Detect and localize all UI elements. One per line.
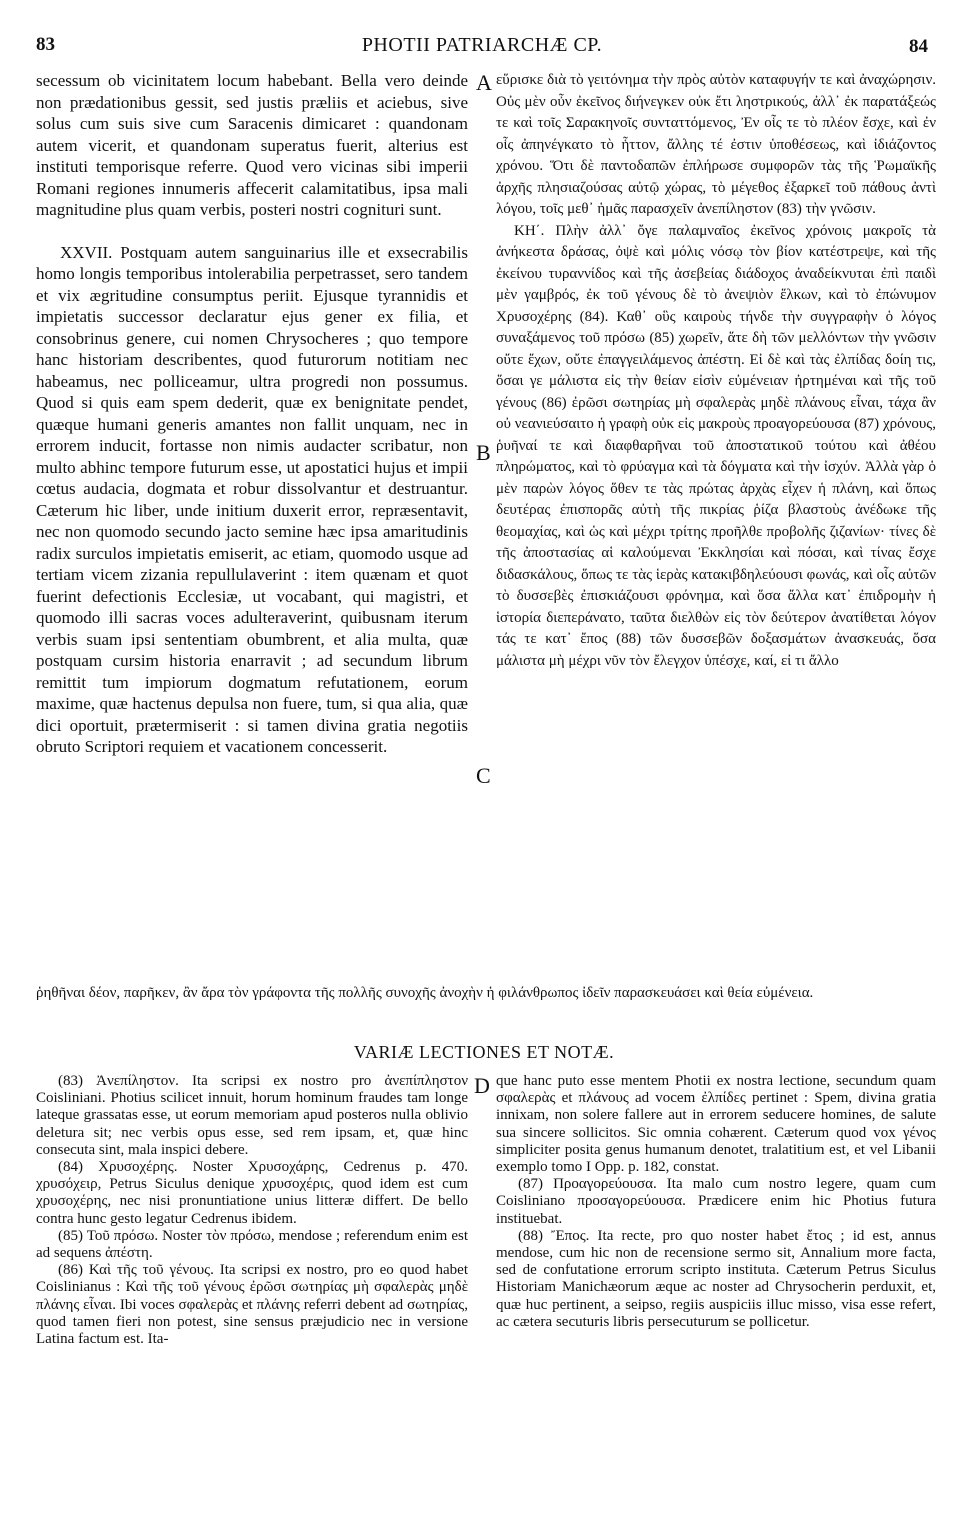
running-title: PHOTII PATRIARCHÆ CP. bbox=[361, 34, 603, 56]
notes-heading: VARIÆ LECTIONES ET NOTÆ. bbox=[353, 1042, 615, 1062]
note-83: (83) Ἀνεπίληστον. Ita scripsi ex nostro pro ἀνεπίπληστον Coisliniani. Photius scilicet innuit, horum hominum fraudes tam longe lateque grassatas esse, ut eorum memoriam apud posteros nulla oblivio deletura sit; nec verbis opus esse, sed rem ipsam, et, quæ hinc consecuta sint, mala inspici debere. bbox=[36, 1073, 468, 1158]
greek-paragraph: εὕρισκε διὰ τὸ γειτόνημα τὴν πρὸς αὐτὸν καταφυγήν τε καὶ ἀναχώρησιν. Οὐς μὲν οὖν ἐκεῖνος διήνεγκεν οὐκ ἔτι ληστρικούς, ἀλλ᾽ ἐκ παρατάξεώς τε καὶ τοῖς Σαρακηνοῖς συνταττόμενος, Ἐν οἷς τε τὸ πλέον ἔσχε, καὶ ἐν οἷς ἀπηνέγκατο τὸ ἧττον, ἄλλης τέ ἐστιν ὑποθέσεως, καὶ ἰδιάζοντος χρόνου. Ὅτι δὲ παντοδαπῶν ἐπλήρωσε συμφορῶν τὰς τῆς Ῥωμαϊκῆς ἀρχῆς πλησιαζούσας αὐτῷ χώρας, τὸ μέγεθος ἐξαρκεῖ τοῦ πάθους ἀντὶ λόγου, τοῖς μεθ᾽ ἡμᾶς παρασχεῖν ἀνεπίληστον (83) τὴν γνῶσιν. bbox=[496, 72, 936, 217]
page-number-left: 83 bbox=[36, 34, 55, 55]
page-header bbox=[36, 34, 928, 64]
notes-right-column bbox=[496, 1073, 936, 1331]
greek-section-kh: ΚΗ΄. Πλὴν ἀλλ᾽ ὄγε παλαμναῖος ἐκεῖνος χρόνοις μακροῖς τὰ ἀνήκεστα δράσας, ὀψὲ καὶ μόλις νόσῳ τὸν βίον κατέστρεψε, καὶ τῆς ἐκείνου τυραννίδος καὶ τῆς ἀσεβείας διάδοχος ἀναδείκνυται ἐπὶ παιδὶ μὲν γαμβρός, ἐκ τοῦ γένους δὲ τὸ ἀνεψιὸν ἕλκων, καὶ τὸ ἐπώνυμον Χρυσοχέρης (84). Καθ᾽ οὓς καιροὺς τήνδε τὴν συγγραφὴν ὁ λόγος συναξάμενος τοῦ πρόσω (85) χωρεῖν, ἅτε δὴ τῶν μελλόντων τὴν γνῶσιν οὔτε ἔχων, οὔτε ἐπαγγειλάμενος ἀπέστη. Εἰ δὲ καὶ τὰς ἐλπίδας δοίη τις, ὅσαι γε μάλιστα εἰς τὴν θείαν εἰσὶν εὐμένειαν ἠρτημέναι καὶ τῆς τοῦ γένους (86) ἐρῶσι σωτηρίας μὴ σφαλερὰς μηδὲ πλάνους εἶναι, τάχα ἂν οὐ νεανιεύσαιτο ἡ γραφὴ οὐκ εἰς μακροὺς προαγορεύουσα (87) χρόνους, ῥυῆναί τε καὶ διαφθαρῆναι τοῦ ἀποστατικοῦ τούτου καὶ ἀθέου πληρώματος, καὶ τὸ φρύαγμα καὶ τὰ δόγματα καὶ τὴν ἰσχύν. Ἀλλὰ γὰρ ὁ μὲν παρὼν λόγος ὅθεν τε τὰς πρώτας ἀρχὰς εἶχεν ἡ πλάνη, καὶ ὅπως δευτέρας ἐπισπορᾶς αὐτὴ τῆς πικρίας ῥίζα βλαστοὺς ἀνέδωκε τῆς θεομαχίας, καὶ ὡς καὶ μέχρι τρίτης προῆλθε προβολῆς ζιζανίων· τίνες δὲ τῆς ἀποστασίας αἱ καλούμεναι Ἐκκλησίαι καὶ πόσαι, καὶ τίνας ἔσχε διδασκάλους, ὅπως τε τὰς ἱερὰς κατακιβδηλεύουσι φωνάς, καὶ οἷς αὐτῶν τὸ δυσσεβὲς ἐπισκιάζουσι φρόνημα, καὶ ὅσα ἄλλα κατ᾽ ἐπιδρομὴν ἡ ἱστορία διεπεράνατο, ταῦτα διελθὼν εἰς τὸν δεύτερον ἀνατίθεται λόγον τάς τε κατ᾽ ἔπος (88) τῶν δυσσεβῶν δοξασμάτων ἀνασκευάς, ὅσα μάλιστα μὴ μέχρι νῦν τὸν ἔλεγχον ὑπέσχε, καί, εἰ τι ἄλλο bbox=[496, 222, 936, 669]
page-number-right: 84 bbox=[909, 36, 928, 57]
notes-left-column bbox=[36, 1073, 468, 1348]
note-87: (87) Προαγορεύουσα. Ita malo cum nostro legere, quam cum Coisliniano προσαγορεύουσα. Prædicere enim hic Photius futura instituebat. bbox=[496, 1176, 936, 1227]
greek-column bbox=[496, 70, 936, 672]
margin-mark-a: A bbox=[476, 70, 492, 95]
latin-section-xxvii: XXVII. Postquam autem sanguinarius ille et exsecrabilis homo longis temporibus intolerabilia perpetrasset, sero tandem et vix ægritudine consumptus periit. Ejusque tyrannidis et impietatis successor declaratur ejus gener ex filia, et consobrinus genere, cui nomen Chrysocheres ; quo tempore hanc historiam describentes, quod futurorum notitiam nec habeamus, nec polliceamur, ultra progredi non possumus. Quod si quis eam spem dederit, quæ ex benignitate pendet, quæque humani generis amantes non fallit unquam, nec in errorem inducit, fortasse non nimis audacter scribatur, non multo abhinc tempore futurum esse, ut apostatici hujus et impii cœtus audacia, dogmata et robur dissolvantur et destruantur. Cæterum hic liber, unde initium duxerit error, repræsentavit, nec non quomodo secundo jacto semine hæc ipsa amaritudinis radix surculos impietatis emiserit, ac etiam, quomodo usque ad tertiam vicem zizania repullulaverint : item quænam et quot fuerint defectionis Ecclesiæ, ut vocabant, qui magistri, et quomodo illi sacras voces adulteraverint, quibusnam iterum verbis suam ipsi sententiam obumbrent, et alia multa, quæ postquam cursim historia enarravit ; ad secundum librum remittit tum impiorum dogmatum refutationem, eorum maxime, quæ hactenus depulsa non fuere, tum, si qua alia, quæ dici oportuit, prætermiserit : si tamen divina gratia negotiis obruto Scriptori requiem et vacationem concesserit. bbox=[36, 242, 468, 756]
margin-mark-d: D bbox=[474, 1073, 490, 1098]
note-86-continued: que hanc puto esse mentem Photii ex nostra lectione, secundum quam σφαλερὰς et πλάνους ad vocem ἐλπίδες pertinet : Spem, divina gratia innixam, non solere fallere aut in errorem seducere homines, de salute sua sincere sollicitos. Sic omnia cohærent. Cæterum quod vox γένος simpliciter posita genus humanum denotet, tralatitium est, et vel Libanii exemplo tomo I Opp. p. 182, constat. bbox=[496, 1073, 936, 1176]
latin-column bbox=[36, 70, 468, 758]
margin-mark-c: C bbox=[476, 763, 491, 788]
note-85: (85) Τοῦ πρόσω. Noster τὸν πρόσω, mendose ; referendum enim est ad sequens ἀπέστη. bbox=[36, 1227, 468, 1262]
latin-paragraph: secessum ob vicinitatem locum habebant. Bella vero deinde non prædationibus gessit, sed justis præliis et aciebus, sive solus cum suis sive cum Saracenis dimicaret : quandonam autem vicerit, et quandonam superatus fuerit, alterius est instituti temporisque referre. Quod vero vicinas sibi imperii Romani regiones innumeris affecerit calamitatibus, ipsa mali magnitudine plus quam verbis, posteri nostri cognituri sunt. bbox=[36, 71, 468, 219]
greek-continuation-line: ῥηθῆναι δέον, παρῆκεν, ἂν ἄρα τὸν γράφοντα τῆς πολλῆς συνοχῆς ἀνοχὴν ἡ φιλάνθρωπος ἰδεῖν παρασκευάσει καὶ θεία εὐμένεια. bbox=[36, 985, 814, 1001]
note-84: (84) Χρυσοχέρης. Noster Χρυσοχάρης, Cedrenus p. 470. χρυσόχειρ, Petrus Siculus denique χρυσοχέρις, quod idem est cum χρυσοχέρης, nec nisi pronuntiatione unius litteræ differt. De bello contra hunc gesto legatur Cedrenus ibidem. bbox=[36, 1159, 468, 1227]
note-86: (86) Καὶ τῆς τοῦ γένους. Ita scripsi ex nostro, pro eo quod habet Coislinianus : Καὶ τῆς τοῦ γένους ἐρῶσι σωτηρίας μὴ σφαλερὰς μηδὲ πλάνης εἶναι. Ibi voces σφαλερὰς et πλάνης referri debent ad σωτηρίας, quod tamen fieri non potest, sine sensus præjudicio nec in versione Latina factum est. Ita- bbox=[36, 1262, 468, 1348]
note-88: (88) Ἔπος. Ita recte, pro quo noster habet ἔτος ; id est, annus mendose, cum hic non de recensione sermo sit, Annalium more facta, sed de confutatione errorum scripto instituta. Cæterum Petrus Siculus Historiam Manichæorum æque ac noster ad Chrysocherin perduxit, et, quæ huc pertinent, a seipso, regiis auspiciis illuc misso, visa esse refert, ac cætera secuturis libris persecuturum se pollicetur. bbox=[496, 1227, 936, 1330]
margin-mark-b: B bbox=[476, 440, 491, 465]
